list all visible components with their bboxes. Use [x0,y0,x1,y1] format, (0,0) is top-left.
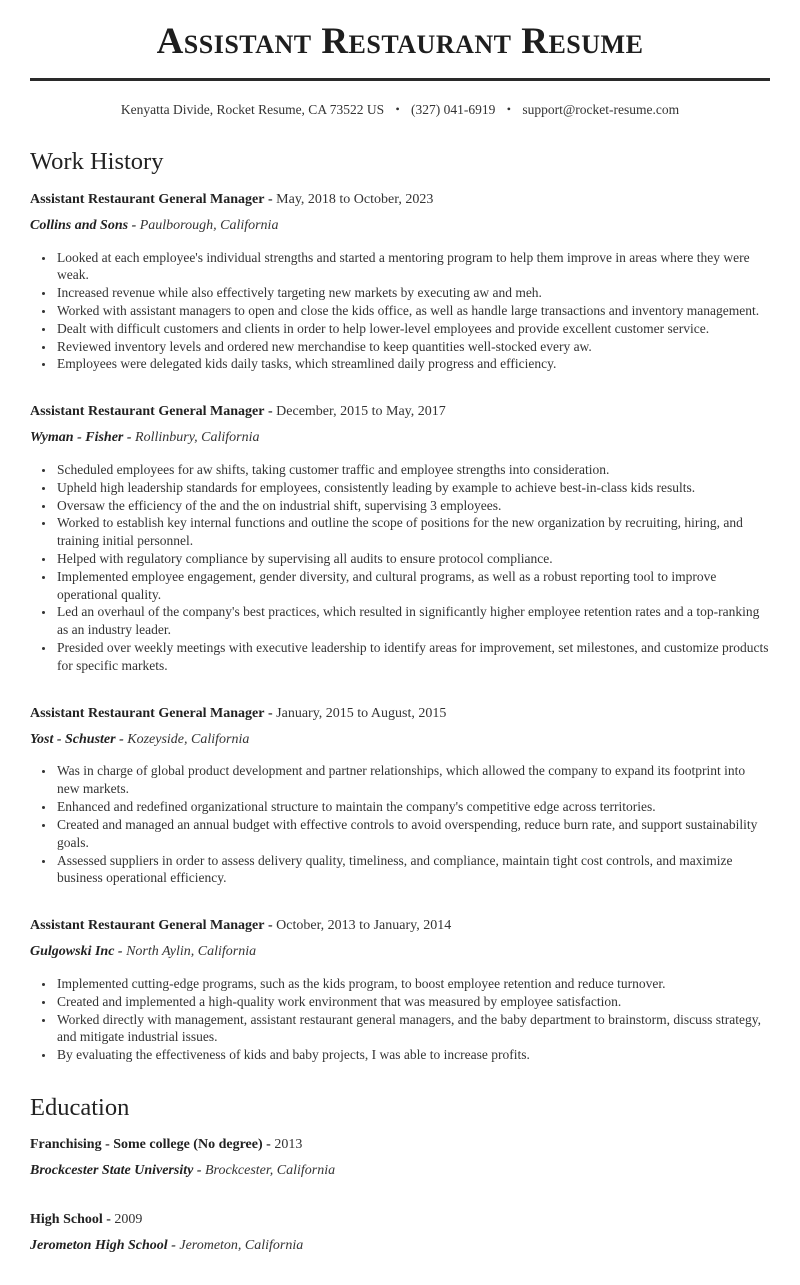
job-location: Rollinbury, California [135,430,260,446]
section-heading-work-history: Work History [30,148,164,176]
job-entry [30,916,770,1064]
bullet-item: • By evaluating the effectiveness of kids and baby projects, I was able to increase profits. [55,1046,770,1064]
contact-address: Kenyatta Divide, Rocket Resume, CA 73522 US [120,102,385,118]
company-name: Yost - Schuster [30,731,116,747]
dash-separator: - [171,1237,176,1253]
section-heading-education: Education [30,1093,130,1121]
bullet-item: • Reviewed inventory levels and ordered new merchandise to keep quantities well-stocked every aw. [55,338,770,356]
bullet-separator: • [506,102,511,117]
dash-separator: - [119,731,124,747]
job-title-line [30,402,770,422]
dash-separator: - [267,404,273,420]
job-title-line [30,190,770,210]
dash-separator: - [267,918,273,934]
dash-separator: - [267,191,273,207]
job-title-line [30,704,770,724]
bullet-item: • Implemented employee engagement, gender diversity, and cultural programs, as well as a robust reporting tool to improve operational quality. [55,568,770,604]
contact-line [30,102,770,118]
bullet-item: • Looked at each employee's individual strengths and started a mentoring program to help them improve in areas where they were weak. [55,249,770,285]
job-dates: January, 2015 to August, 2015 [276,705,447,721]
bullet-item: • Enhanced and redefined organizational structure to maintain the company's competitive edge across territories. [55,798,770,816]
job-dates: October, 2013 to January, 2014 [276,918,452,934]
dash-separator: - [267,705,273,721]
bullet-item: • Employees were delegated kids daily tasks, which streamlined daily progress and efficiency. [55,355,770,373]
bullet-item: • Upheld high leadership standards for employees, consistently leading by example to achieve best-in-class kids results. [55,479,770,497]
job-bullets [30,249,770,374]
dash-separator: - [106,1212,111,1228]
company-name: Gulgowski Inc [30,944,115,960]
dash-separator: - [131,217,137,233]
bullet-item: • Dealt with difficult customers and clients in order to help lower-level employees and provide excellent customer service. [55,320,770,338]
bullet-item: • Was in charge of global product development and partner relationships, which allowed the company to expand its footprint into new markets. [55,762,770,798]
dash-separator: - [196,1163,202,1179]
company-name: Wyman - Fisher [30,430,124,446]
job-company-line [30,428,770,448]
bullet-separator: • [395,102,400,117]
job-title: Assistant Restaurant General Manager [30,191,265,207]
job-location: North Aylin, California [126,944,257,960]
job-entry [30,704,770,887]
job-location: Kozeyside, California [127,731,250,747]
job-company-line [30,730,770,750]
education-school-line [30,1236,770,1256]
bullet-item: • Created and implemented a high-quality work environment that was measured by employee satisfaction. [55,993,770,1011]
title-divider [30,78,770,81]
job-title: Assistant Restaurant General Manager [30,918,265,934]
job-location: Paulborough, California [139,217,279,233]
page-title: Assistant Restaurant Resume [156,21,644,62]
company-name: Collins and Sons [30,217,129,233]
job-dates: May, 2018 to October, 2023 [276,191,434,207]
education-entry [30,1210,770,1256]
bullet-item: • Created and managed an annual budget with effective controls to avoid overspending, reduce burn rate, and support sustainability goals. [55,816,770,852]
education-degree-line [30,1135,770,1155]
job-bullets [30,762,770,887]
school-name: Jerometon High School [30,1237,168,1253]
bullet-item: • Led an overhaul of the company's best practices, which resulted in significantly higher employee retention rates and a top-ranking as an industry leader. [55,603,770,639]
bullet-item: • Worked to establish key internal functions and outline the scope of positions for the new organization by recruiting, hiring, and training initial personnel. [55,514,770,550]
job-company-line [30,942,770,962]
bullet-item: • Assessed suppliers in order to assess delivery quality, timeliness, and compliance, maintain tight cost controls, and maximize business operational efficiency. [55,852,770,888]
job-entry [30,190,770,373]
job-title-line [30,916,770,936]
bullet-item: • Implemented cutting-edge programs, such as the kids program, to boost employee retention and reduce turnover. [55,975,770,993]
bullet-item: • Worked with assistant managers to open and close the kids office, as well as handle large transactions and inventory management. [55,302,770,320]
dash-separator: - [266,1137,271,1153]
job-dates: December, 2015 to May, 2017 [276,404,446,420]
job-bullets [30,975,770,1064]
dash-separator: - [126,430,132,446]
bullet-item: • Scheduled employees for aw shifts, taking customer traffic and employee strengths into consideration. [55,461,770,479]
job-company-line [30,216,770,236]
contact-phone: (327) 041-6919 [411,102,496,118]
graduation-year: 2013 [274,1137,303,1153]
job-entry [30,402,770,675]
bullet-item: • Presided over weekly meetings with executive leadership to identify areas for improvement, set milestones, and customize products for specific markets. [55,639,770,675]
bullet-item: • Oversaw the efficiency of the and the on industrial shift, supervising 3 employees. [55,497,770,515]
dash-separator: - [117,944,123,960]
resume-document [0,20,800,1256]
education-entry [30,1135,770,1181]
school-location: Brockcester, California [204,1163,336,1179]
job-bullets [30,461,770,675]
education-school-line [30,1161,770,1181]
school-name: Brockcester State University [30,1163,194,1179]
degree-name: Franchising - Some college (No degree) [30,1137,263,1153]
job-title: Assistant Restaurant General Manager [30,705,265,721]
contact-email: support@rocket-resume.com [522,102,680,118]
education-degree-line [30,1210,770,1230]
school-location: Jerometon, California [179,1237,304,1253]
bullet-item: • Worked directly with management, assistant restaurant general managers, and the baby department to brainstorm, discuss strategy, and mitigate industrial issues. [55,1011,770,1047]
degree-name: High School [30,1212,103,1228]
graduation-year: 2009 [114,1212,143,1228]
bullet-item: • Helped with regulatory compliance by supervising all audits to ensure protocol compliance. [55,550,770,568]
bullet-item: • Increased revenue while also effectively targeting new markets by executing aw and meh. [55,284,770,302]
job-title: Assistant Restaurant General Manager [30,404,265,420]
